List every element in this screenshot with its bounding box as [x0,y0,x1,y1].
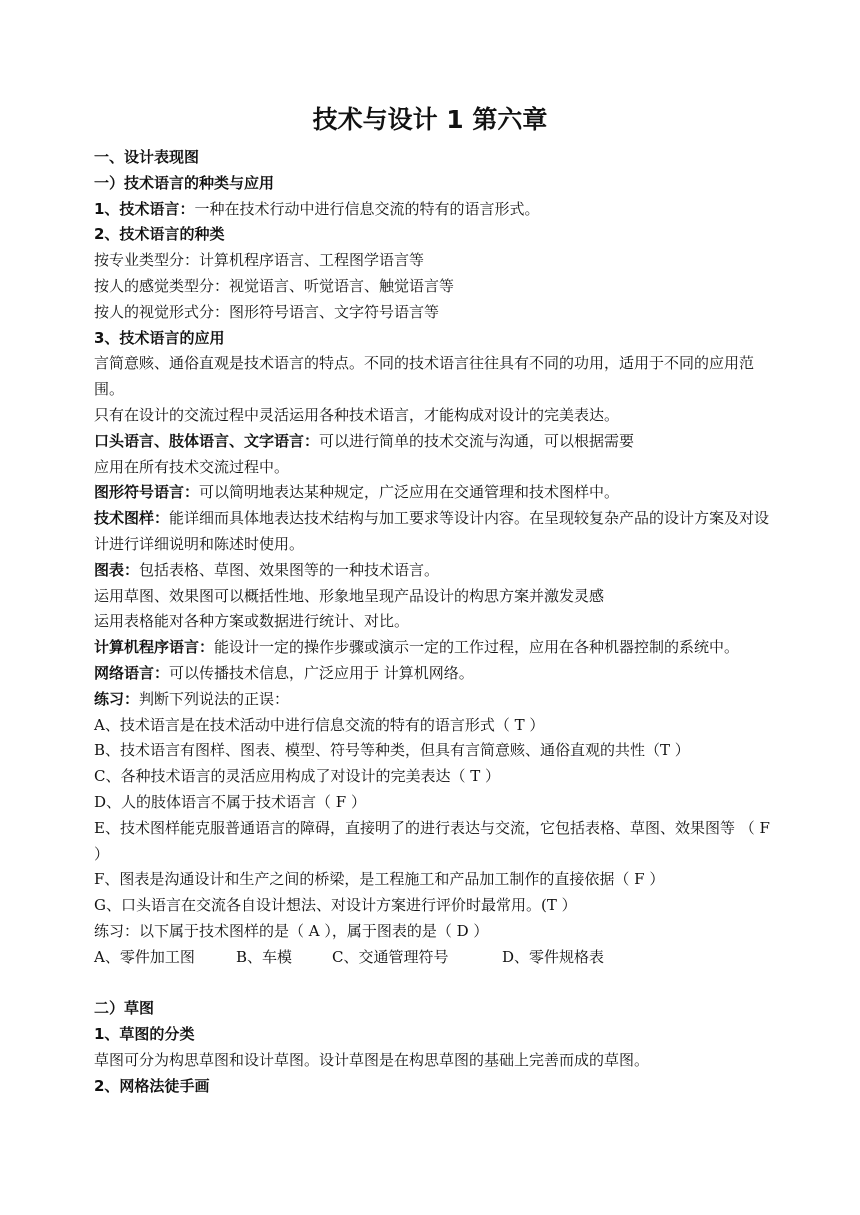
exercise-question: 练习：以下属于技术图样的是（ A ），属于图表的是（ D ） [94,921,489,940]
list-item: 按人的感觉类型分：视觉语言、听觉语言、触觉语言等 [94,276,455,295]
option-d: D、零件规格表 [502,947,605,966]
exercise-item: D、人的肢体语言不属于技术语言（ F ） [94,792,366,811]
term: 图形符号语言： [94,483,200,502]
paragraph [94,661,770,687]
item-heading: 2、技术语言的种类 [94,225,225,244]
spacer [94,971,770,997]
list-item: 运用表格能对各种方案或数据进行统计、对比。 [94,612,410,631]
list-item: 按专业类型分：计算机程序语言、工程图学语言等 [94,251,425,270]
definition: 能设计一定的操作步骤或演示一定的工作过程，应用在各种机器控制的系统中。 [214,638,740,657]
option-b: B、车模 [236,947,293,966]
item-heading: 2、网格法徒手画 [94,1076,210,1095]
exercise-item: C、各种技术语言的灵活应用构成了对设计的完美表达（ T ） [94,767,501,786]
definition: 可以进行简单的技术交流与沟通，可以根据需要 [319,431,635,450]
exercise-item: G、口头语言在交流各自设计想法、对设计方案进行评价时最常用。(T ） [94,896,577,915]
term: 网络语言： [94,663,170,682]
item-heading: 1、草图的分类 [94,1025,195,1044]
term: 技术图样： [94,509,170,528]
exercise-item: B、技术语言有图样、图表、模型、符号等种类，但具有言简意赅、通俗直观的共性（T ） [94,741,690,760]
exercise-heading [94,687,770,713]
paragraph [94,480,770,506]
definition: 可以简明地表达某种规定，广泛应用在交通管理和技术图样中。 [199,483,620,502]
paragraph [94,506,770,558]
paragraph [94,635,770,661]
paragraph: 言简意赅、通俗直观是技术语言的特点。不同的技术语言往往具有不同的功用，适用于不同的应用范围。 [94,354,755,399]
term: 练习： [94,689,140,708]
list-item: 按人的视觉形式分：图形符号语言、文字符号语言等 [94,302,440,321]
list-item: 运用草图、效果图可以概括性地、形象地呈现产品设计的构思方案并激发灵感 [94,586,605,605]
subsection-heading: 一）技术语言的种类与应用 [94,173,275,192]
option-c: C、交通管理符号 [332,947,449,966]
paragraph [94,558,770,584]
definition: 可以传播技术信息，广泛应用于 计算机网络。 [169,663,474,682]
exercise-item: A、技术语言是在技术活动中进行信息交流的特有的语言形式（ T ） [94,715,545,734]
document-body [94,145,770,1099]
exercise-item: F、图表是沟通设计和生产之间的桥梁，是工程施工和产品加工制作的直接依据（ F ） [94,870,665,889]
definition: 能详细而具体地表达技术结构与加工要求等设计内容。在呈现较复杂产品的设计方案及对设计进行详细说明和陈述时使用。 [94,509,770,553]
paragraph-continuation: 应用在所有技术交流过程中。 [94,457,290,476]
paragraph [94,429,770,455]
definition: 包括表格、草图、效果图等的一种技术语言。 [139,560,440,579]
term: 图表： [94,560,140,579]
paragraph [94,197,770,223]
definition: 一种在技术行动中进行信息交流的特有的语言形式。 [194,199,540,218]
subsection-heading: 二）草图 [94,999,155,1018]
term: 1、技术语言： [94,199,195,218]
exercise-item: E、技术图样能克服普通语言的障碍，直接明了的进行表达与交流，它包括表格、草图、效果图等 （ F ） [94,818,770,863]
exercise-options [94,945,770,971]
section-heading: 一、设计表现图 [94,148,200,166]
term: 计算机程序语言： [94,638,215,657]
item-heading: 3、技术语言的应用 [94,328,225,347]
paragraph: 只有在设计的交流过程中灵活运用各种技术语言，才能构成对设计的完美表达。 [94,405,620,424]
exercise-instruction: 判断下列说法的正误： [139,689,290,708]
option-a: A、零件加工图 [94,947,195,966]
paragraph: 草图可分为构思草图和设计草图。设计草图是在构思草图的基础上完善而成的草图。 [94,1050,650,1069]
term: 口头语言、肢体语言、文字语言： [94,431,320,450]
page-title: 技术与设计 1 第六章 [312,105,548,134]
